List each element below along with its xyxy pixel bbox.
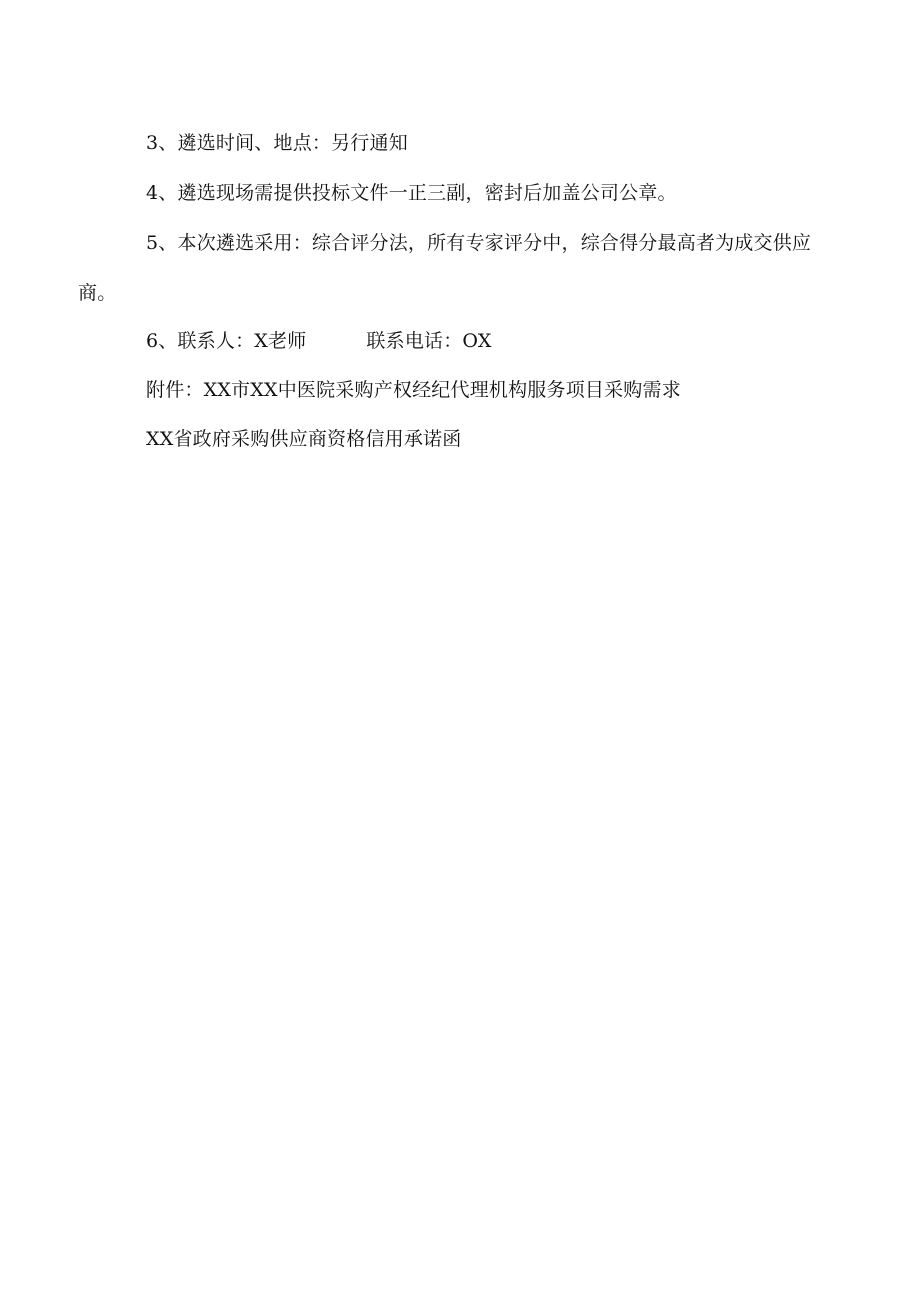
attachment-credit-commitment: XX省政府采购供应商资格信用承诺函 xyxy=(146,428,462,450)
item-3-selection-time-location: 3、遴选时间、地点：另行通知 xyxy=(146,132,408,154)
attachment-requirements: 附件：XX市XX中医院采购产权经纪代理机构服务项目采购需求 xyxy=(146,379,681,401)
item-4-bid-documents: 4、遴选现场需提供投标文件一正三副，密封后加盖公司公章。 xyxy=(146,182,677,204)
item-5-evaluation-method-continued: 商。 xyxy=(78,282,117,304)
contact-phone: 联系电话：OX xyxy=(366,330,492,352)
item-6-contact-line xyxy=(146,328,492,354)
item-5-evaluation-method: 5、本次遴选采用：综合评分法，所有专家评分中，综合得分最高者为成交供应 xyxy=(146,232,812,254)
contact-person: 6、联系人：X老师 xyxy=(146,330,307,352)
